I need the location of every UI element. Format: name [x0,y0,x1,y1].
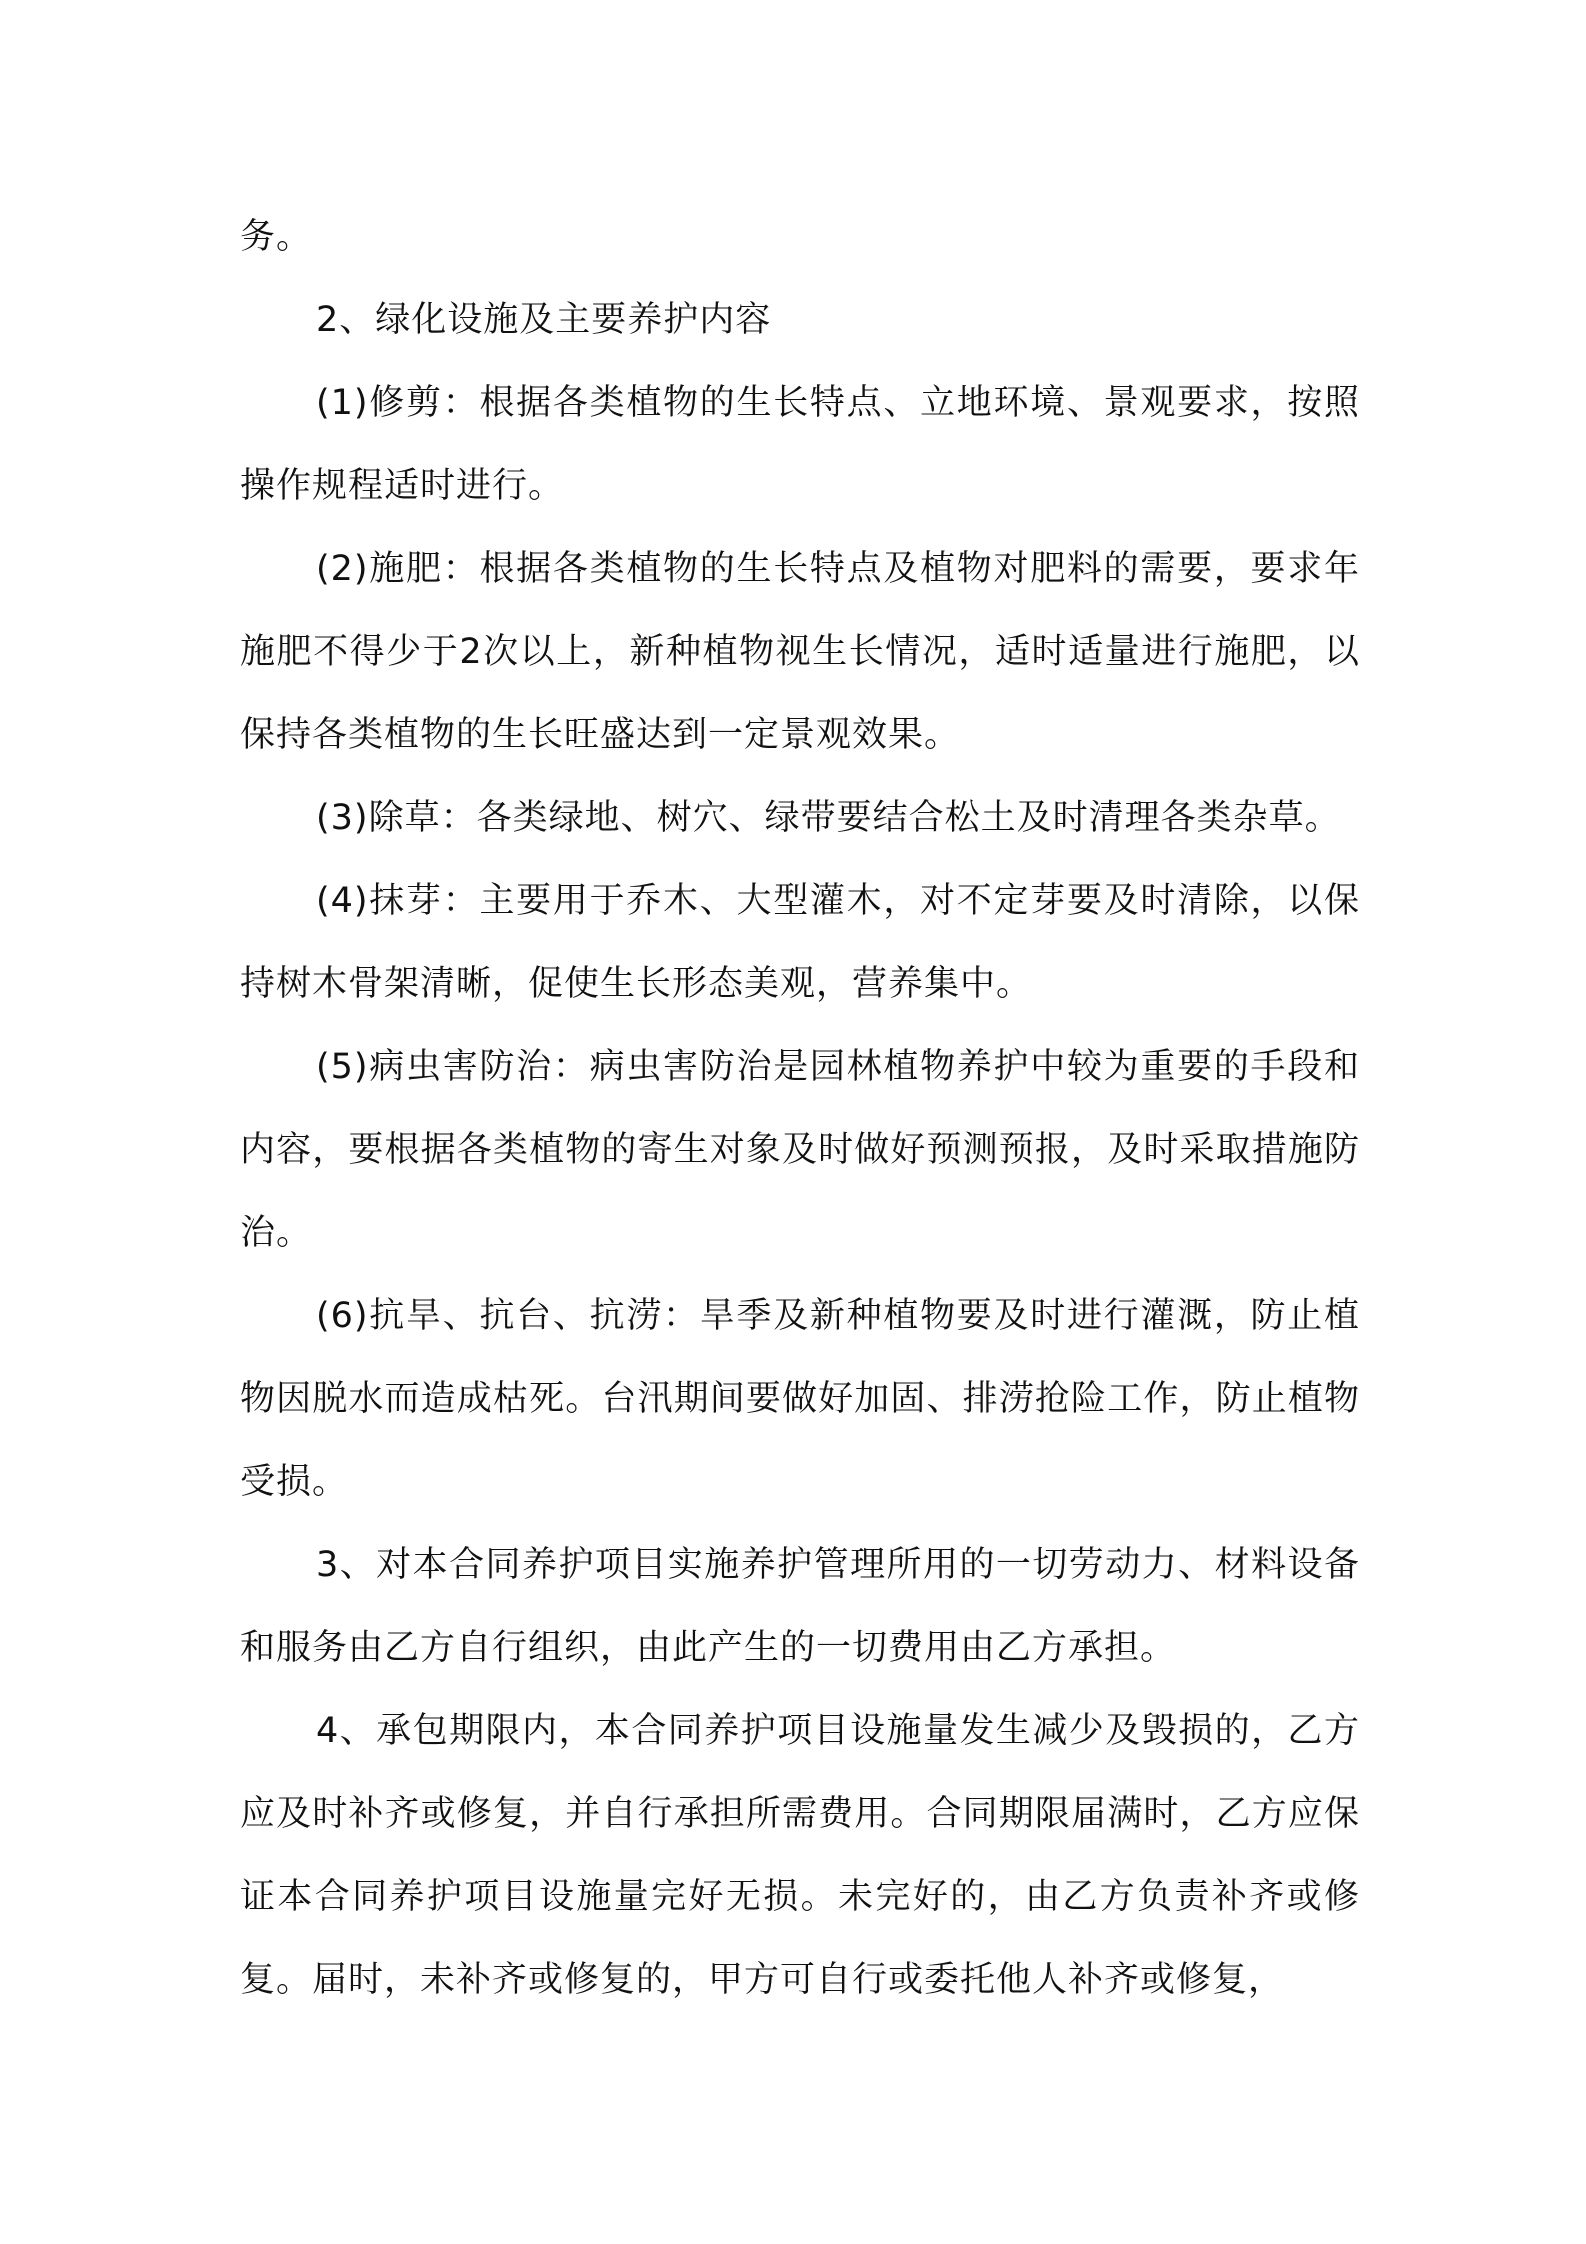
paragraph-clause-3: 3、对本合同养护项目实施养护管理所用的一切劳动力、材料设备和服务由乙方自行组织，由此产生的一切费用由乙方承担。 [240,1545,1360,1668]
paragraph-disbudding: (4)抹芽：主要用于乔木、大型灌木，对不定芽要及时清除，以保持树木骨架清晰，促使生长形态美观，营养集中。 [240,881,1360,1004]
paragraph-weeding: (3)除草：各类绿地、树穴、绿带要结合松土及时清理各类杂草。 [316,798,1341,838]
section-heading-2: 2、绿化设施及主要养护内容 [316,300,772,340]
paragraph-pest-control: (5)病虫害防治：病虫害防治是园林植物养护中较为重要的手段和内容，要根据各类植物的寄生对象及时做好预测预报，及时采取措施防治。 [240,1047,1360,1253]
paragraph-pruning: (1)修剪：根据各类植物的生长特点、立地环境、景观要求，按照操作规程适时进行。 [240,383,1360,506]
document-body [240,196,1360,2022]
paragraph-clause-4: 4、承包期限内，本合同养护项目设施量发生减少及毁损的，乙方应及时补齐或修复，并自行承担所需费用。合同期限届满时，乙方应保证本合同养护项目设施量完好无损。未完好的，由乙方负责补齐或修复。届时，未补齐或修复的，甲方可自行或委托他人补齐或修复， [240,1711,1360,2000]
paragraph-drought-typhoon-flood: (6)抗旱、抗台、抗涝：旱季及新种植物要及时进行灌溉，防止植物因脱水而造成枯死。台汛期间要做好加固、排涝抢险工作，防止植物受损。 [240,1296,1360,1502]
paragraph-fertilizing: (2)施肥：根据各类植物的生长特点及植物对肥料的需要，要求年施肥不得少于2次以上，新种植物视生长情况，适时适量进行施肥，以保持各类植物的生长旺盛达到一定景观效果。 [240,549,1360,755]
paragraph-continuation: 务。 [240,217,313,257]
